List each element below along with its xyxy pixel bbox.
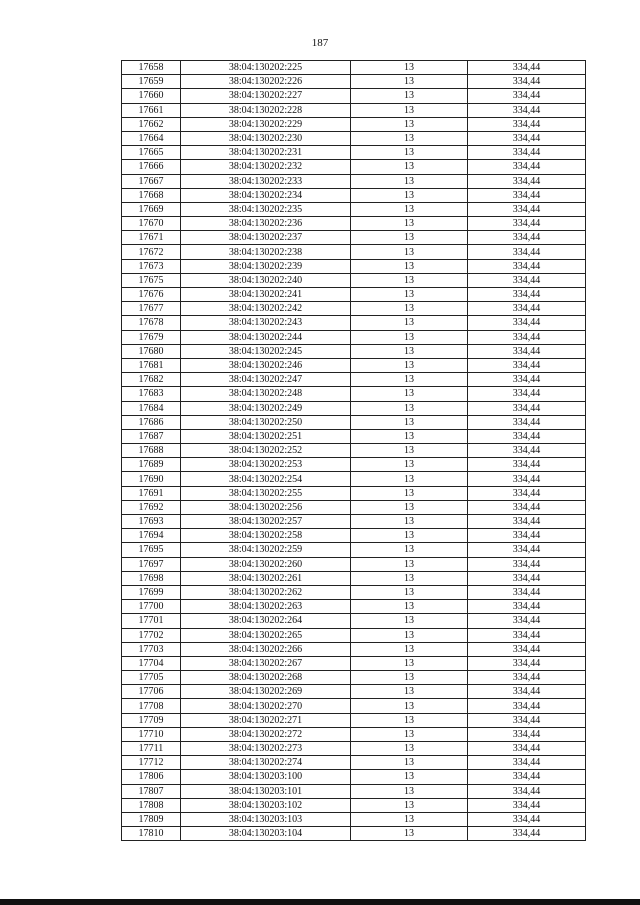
- quantity-cell: 13: [351, 217, 468, 231]
- cadastral-number-cell: 38:04:130202:259: [181, 543, 351, 557]
- record-number-cell: 17661: [122, 103, 181, 117]
- table-row: [122, 188, 586, 202]
- table-row: [122, 529, 586, 543]
- record-number-cell: 17672: [122, 245, 181, 259]
- quantity-cell: 13: [351, 628, 468, 642]
- amount-cell: 334,44: [468, 671, 586, 685]
- quantity-cell: 13: [351, 316, 468, 330]
- quantity-cell: 13: [351, 543, 468, 557]
- table-row: [122, 472, 586, 486]
- table-row: [122, 202, 586, 216]
- quantity-cell: 13: [351, 245, 468, 259]
- table-row: [122, 415, 586, 429]
- record-number-cell: 17807: [122, 784, 181, 798]
- record-number-cell: 17668: [122, 188, 181, 202]
- amount-cell: 334,44: [468, 571, 586, 585]
- table-row: [122, 344, 586, 358]
- cadastral-number-cell: 38:04:130202:245: [181, 344, 351, 358]
- quantity-cell: 13: [351, 727, 468, 741]
- cadastral-number-cell: 38:04:130202:254: [181, 472, 351, 486]
- quantity-cell: 13: [351, 160, 468, 174]
- amount-cell: 334,44: [468, 727, 586, 741]
- table-row: [122, 330, 586, 344]
- table-row: [122, 600, 586, 614]
- amount-cell: 334,44: [468, 458, 586, 472]
- table-row: [122, 812, 586, 826]
- quantity-cell: 13: [351, 713, 468, 727]
- amount-cell: 334,44: [468, 543, 586, 557]
- record-number-cell: 17688: [122, 444, 181, 458]
- record-number-cell: 17689: [122, 458, 181, 472]
- quantity-cell: 13: [351, 330, 468, 344]
- amount-cell: 334,44: [468, 231, 586, 245]
- cadastral-number-cell: 38:04:130202:241: [181, 288, 351, 302]
- table-row: [122, 103, 586, 117]
- quantity-cell: 13: [351, 344, 468, 358]
- quantity-cell: 13: [351, 288, 468, 302]
- quantity-cell: 13: [351, 202, 468, 216]
- table-row: [122, 614, 586, 628]
- table-row: [122, 160, 586, 174]
- cadastral-number-cell: 38:04:130202:272: [181, 727, 351, 741]
- table-row: [122, 756, 586, 770]
- amount-cell: 334,44: [468, 146, 586, 160]
- record-number-cell: 17712: [122, 756, 181, 770]
- quantity-cell: 13: [351, 812, 468, 826]
- record-number-cell: 17664: [122, 131, 181, 145]
- quantity-cell: 13: [351, 557, 468, 571]
- record-number-cell: 17680: [122, 344, 181, 358]
- record-number-cell: 17701: [122, 614, 181, 628]
- table-row: [122, 656, 586, 670]
- amount-cell: 334,44: [468, 358, 586, 372]
- cadastral-number-cell: 38:04:130202:267: [181, 656, 351, 670]
- table-row: [122, 245, 586, 259]
- record-number-cell: 17704: [122, 656, 181, 670]
- table-row: [122, 827, 586, 841]
- amount-cell: 334,44: [468, 103, 586, 117]
- record-number-cell: 17686: [122, 415, 181, 429]
- cadastral-number-cell: 38:04:130202:255: [181, 486, 351, 500]
- record-number-cell: 17660: [122, 89, 181, 103]
- quantity-cell: 13: [351, 571, 468, 585]
- quantity-cell: 13: [351, 89, 468, 103]
- record-number-cell: 17675: [122, 273, 181, 287]
- amount-cell: 334,44: [468, 827, 586, 841]
- table-row: [122, 259, 586, 273]
- cadastral-number-cell: 38:04:130202:251: [181, 429, 351, 443]
- table-row: [122, 585, 586, 599]
- table-row: [122, 742, 586, 756]
- cadastral-number-cell: 38:04:130202:246: [181, 358, 351, 372]
- cadastral-number-cell: 38:04:130202:268: [181, 671, 351, 685]
- amount-cell: 334,44: [468, 600, 586, 614]
- amount-cell: 334,44: [468, 429, 586, 443]
- table-row: [122, 75, 586, 89]
- table-row: [122, 146, 586, 160]
- quantity-cell: 13: [351, 273, 468, 287]
- amount-cell: 334,44: [468, 472, 586, 486]
- amount-cell: 334,44: [468, 515, 586, 529]
- quantity-cell: 13: [351, 429, 468, 443]
- quantity-cell: 13: [351, 742, 468, 756]
- scan-edge-band: [0, 899, 640, 905]
- table-row: [122, 401, 586, 415]
- cadastral-number-cell: 38:04:130202:233: [181, 174, 351, 188]
- table-body: [122, 61, 586, 841]
- record-number-cell: 17709: [122, 713, 181, 727]
- quantity-cell: 13: [351, 231, 468, 245]
- quantity-cell: 13: [351, 656, 468, 670]
- amount-cell: 334,44: [468, 713, 586, 727]
- cadastral-number-cell: 38:04:130202:273: [181, 742, 351, 756]
- quantity-cell: 13: [351, 401, 468, 415]
- record-number-cell: 17665: [122, 146, 181, 160]
- cadastral-number-cell: 38:04:130202:270: [181, 699, 351, 713]
- amount-cell: 334,44: [468, 685, 586, 699]
- record-number-cell: 17681: [122, 358, 181, 372]
- cadastral-number-cell: 38:04:130203:100: [181, 770, 351, 784]
- record-number-cell: 17692: [122, 500, 181, 514]
- record-number-cell: 17687: [122, 429, 181, 443]
- quantity-cell: 13: [351, 415, 468, 429]
- quantity-cell: 13: [351, 486, 468, 500]
- cadastral-number-cell: 38:04:130202:243: [181, 316, 351, 330]
- table-row: [122, 642, 586, 656]
- record-number-cell: 17677: [122, 302, 181, 316]
- record-number-cell: 17810: [122, 827, 181, 841]
- amount-cell: 334,44: [468, 401, 586, 415]
- record-number-cell: 17703: [122, 642, 181, 656]
- amount-cell: 334,44: [468, 656, 586, 670]
- amount-cell: 334,44: [468, 486, 586, 500]
- quantity-cell: 13: [351, 585, 468, 599]
- amount-cell: 334,44: [468, 202, 586, 216]
- record-number-cell: 17683: [122, 387, 181, 401]
- table-row: [122, 458, 586, 472]
- cadastral-number-cell: 38:04:130202:263: [181, 600, 351, 614]
- cadastral-number-cell: 38:04:130202:244: [181, 330, 351, 344]
- amount-cell: 334,44: [468, 699, 586, 713]
- cadastral-number-cell: 38:04:130202:269: [181, 685, 351, 699]
- quantity-cell: 13: [351, 784, 468, 798]
- amount-cell: 334,44: [468, 160, 586, 174]
- table-row: [122, 131, 586, 145]
- quantity-cell: 13: [351, 685, 468, 699]
- record-number-cell: 17684: [122, 401, 181, 415]
- amount-cell: 334,44: [468, 500, 586, 514]
- amount-cell: 334,44: [468, 316, 586, 330]
- amount-cell: 334,44: [468, 117, 586, 131]
- quantity-cell: 13: [351, 174, 468, 188]
- table-row: [122, 61, 586, 75]
- cadastral-number-cell: 38:04:130202:260: [181, 557, 351, 571]
- quantity-cell: 13: [351, 798, 468, 812]
- cadastral-number-cell: 38:04:130202:248: [181, 387, 351, 401]
- record-number-cell: 17676: [122, 288, 181, 302]
- record-number-cell: 17671: [122, 231, 181, 245]
- table-row: [122, 89, 586, 103]
- record-number-cell: 17673: [122, 259, 181, 273]
- cadastral-number-cell: 38:04:130202:247: [181, 373, 351, 387]
- table-row: [122, 798, 586, 812]
- amount-cell: 334,44: [468, 614, 586, 628]
- cadastral-number-cell: 38:04:130202:228: [181, 103, 351, 117]
- quantity-cell: 13: [351, 75, 468, 89]
- amount-cell: 334,44: [468, 742, 586, 756]
- amount-cell: 334,44: [468, 387, 586, 401]
- record-number-cell: 17710: [122, 727, 181, 741]
- record-number-cell: 17708: [122, 699, 181, 713]
- record-number-cell: 17669: [122, 202, 181, 216]
- record-number-cell: 17699: [122, 585, 181, 599]
- amount-cell: 334,44: [468, 89, 586, 103]
- amount-cell: 334,44: [468, 61, 586, 75]
- table-row: [122, 685, 586, 699]
- table-row: [122, 770, 586, 784]
- amount-cell: 334,44: [468, 288, 586, 302]
- table-row: [122, 628, 586, 642]
- quantity-cell: 13: [351, 61, 468, 75]
- table-row: [122, 500, 586, 514]
- amount-cell: 334,44: [468, 557, 586, 571]
- amount-cell: 334,44: [468, 784, 586, 798]
- quantity-cell: 13: [351, 614, 468, 628]
- cadastral-number-cell: 38:04:130202:271: [181, 713, 351, 727]
- table-row: [122, 429, 586, 443]
- quantity-cell: 13: [351, 827, 468, 841]
- amount-cell: 334,44: [468, 188, 586, 202]
- record-number-cell: 17678: [122, 316, 181, 330]
- amount-cell: 334,44: [468, 302, 586, 316]
- quantity-cell: 13: [351, 600, 468, 614]
- page-number: 187: [311, 37, 329, 49]
- quantity-cell: 13: [351, 699, 468, 713]
- amount-cell: 334,44: [468, 373, 586, 387]
- cadastral-number-cell: 38:04:130202:237: [181, 231, 351, 245]
- cadastral-number-cell: 38:04:130203:102: [181, 798, 351, 812]
- cadastral-number-cell: 38:04:130202:252: [181, 444, 351, 458]
- table-row: [122, 543, 586, 557]
- record-number-cell: 17697: [122, 557, 181, 571]
- table-row: [122, 671, 586, 685]
- quantity-cell: 13: [351, 103, 468, 117]
- table-row: [122, 316, 586, 330]
- table-row: [122, 486, 586, 500]
- quantity-cell: 13: [351, 358, 468, 372]
- quantity-cell: 13: [351, 756, 468, 770]
- amount-cell: 334,44: [468, 770, 586, 784]
- cadastral-number-cell: 38:04:130202:262: [181, 585, 351, 599]
- table-row: [122, 557, 586, 571]
- quantity-cell: 13: [351, 387, 468, 401]
- cadastral-number-cell: 38:04:130202:264: [181, 614, 351, 628]
- quantity-cell: 13: [351, 117, 468, 131]
- table-row: [122, 217, 586, 231]
- record-number-cell: 17809: [122, 812, 181, 826]
- table-row: [122, 387, 586, 401]
- record-number-cell: 17711: [122, 742, 181, 756]
- amount-cell: 334,44: [468, 330, 586, 344]
- record-number-cell: 17670: [122, 217, 181, 231]
- record-number-cell: 17702: [122, 628, 181, 642]
- cadastral-number-cell: 38:04:130203:101: [181, 784, 351, 798]
- cadastral-number-cell: 38:04:130202:240: [181, 273, 351, 287]
- table-row: [122, 174, 586, 188]
- cadastral-number-cell: 38:04:130202:256: [181, 500, 351, 514]
- amount-cell: 334,44: [468, 415, 586, 429]
- table-row: [122, 273, 586, 287]
- table-row: [122, 358, 586, 372]
- amount-cell: 334,44: [468, 131, 586, 145]
- table-row: [122, 515, 586, 529]
- quantity-cell: 13: [351, 188, 468, 202]
- cadastral-number-cell: 38:04:130202:238: [181, 245, 351, 259]
- cadastral-number-cell: 38:04:130202:225: [181, 61, 351, 75]
- quantity-cell: 13: [351, 472, 468, 486]
- table-row: [122, 373, 586, 387]
- cadastral-number-cell: 38:04:130202:236: [181, 217, 351, 231]
- cadastral-number-cell: 38:04:130202:249: [181, 401, 351, 415]
- amount-cell: 334,44: [468, 444, 586, 458]
- quantity-cell: 13: [351, 515, 468, 529]
- amount-cell: 334,44: [468, 642, 586, 656]
- cadastral-number-cell: 38:04:130202:226: [181, 75, 351, 89]
- cadastral-number-cell: 38:04:130202:234: [181, 188, 351, 202]
- table-row: [122, 117, 586, 131]
- amount-cell: 334,44: [468, 245, 586, 259]
- cadastral-number-cell: 38:04:130202:239: [181, 259, 351, 273]
- record-number-cell: 17658: [122, 61, 181, 75]
- quantity-cell: 13: [351, 259, 468, 273]
- cadastral-number-cell: 38:04:130202:235: [181, 202, 351, 216]
- cadastral-number-cell: 38:04:130202:227: [181, 89, 351, 103]
- record-number-cell: 17705: [122, 671, 181, 685]
- amount-cell: 334,44: [468, 529, 586, 543]
- cadastral-number-cell: 38:04:130202:232: [181, 160, 351, 174]
- record-number-cell: 17690: [122, 472, 181, 486]
- table-row: [122, 727, 586, 741]
- quantity-cell: 13: [351, 500, 468, 514]
- quantity-cell: 13: [351, 770, 468, 784]
- record-number-cell: 17700: [122, 600, 181, 614]
- record-number-cell: 17679: [122, 330, 181, 344]
- amount-cell: 334,44: [468, 75, 586, 89]
- cadastral-number-cell: 38:04:130203:104: [181, 827, 351, 841]
- record-number-cell: 17806: [122, 770, 181, 784]
- amount-cell: 334,44: [468, 217, 586, 231]
- cadastral-number-cell: 38:04:130202:261: [181, 571, 351, 585]
- quantity-cell: 13: [351, 529, 468, 543]
- quantity-cell: 13: [351, 458, 468, 472]
- cadastral-number-cell: 38:04:130202:266: [181, 642, 351, 656]
- quantity-cell: 13: [351, 642, 468, 656]
- cadastral-number-cell: 38:04:130203:103: [181, 812, 351, 826]
- record-number-cell: 17808: [122, 798, 181, 812]
- amount-cell: 334,44: [468, 273, 586, 287]
- record-number-cell: 17694: [122, 529, 181, 543]
- amount-cell: 334,44: [468, 812, 586, 826]
- table-row: [122, 444, 586, 458]
- amount-cell: 334,44: [468, 585, 586, 599]
- quantity-cell: 13: [351, 373, 468, 387]
- cadastral-number-cell: 38:04:130202:253: [181, 458, 351, 472]
- table-row: [122, 784, 586, 798]
- cadastral-number-cell: 38:04:130202:258: [181, 529, 351, 543]
- cadastral-number-cell: 38:04:130202:274: [181, 756, 351, 770]
- table-row: [122, 231, 586, 245]
- amount-cell: 334,44: [468, 798, 586, 812]
- quantity-cell: 13: [351, 444, 468, 458]
- table-row: [122, 571, 586, 585]
- amount-cell: 334,44: [468, 756, 586, 770]
- record-number-cell: 17659: [122, 75, 181, 89]
- record-number-cell: 17698: [122, 571, 181, 585]
- record-number-cell: 17695: [122, 543, 181, 557]
- quantity-cell: 13: [351, 131, 468, 145]
- cadastral-number-cell: 38:04:130202:257: [181, 515, 351, 529]
- record-number-cell: 17667: [122, 174, 181, 188]
- amount-cell: 334,44: [468, 259, 586, 273]
- record-number-cell: 17706: [122, 685, 181, 699]
- cadastral-number-cell: 38:04:130202:230: [181, 131, 351, 145]
- table-row: [122, 713, 586, 727]
- cadastral-number-cell: 38:04:130202:229: [181, 117, 351, 131]
- quantity-cell: 13: [351, 302, 468, 316]
- cadastral-number-cell: 38:04:130202:231: [181, 146, 351, 160]
- table-row: [122, 302, 586, 316]
- record-number-cell: 17691: [122, 486, 181, 500]
- record-number-cell: 17682: [122, 373, 181, 387]
- amount-cell: 334,44: [468, 344, 586, 358]
- data-table: [121, 60, 586, 841]
- quantity-cell: 13: [351, 146, 468, 160]
- table-row: [122, 699, 586, 713]
- amount-cell: 334,44: [468, 628, 586, 642]
- amount-cell: 334,44: [468, 174, 586, 188]
- cadastral-number-cell: 38:04:130202:265: [181, 628, 351, 642]
- quantity-cell: 13: [351, 671, 468, 685]
- record-number-cell: 17693: [122, 515, 181, 529]
- record-number-cell: 17666: [122, 160, 181, 174]
- table-row: [122, 288, 586, 302]
- cadastral-number-cell: 38:04:130202:242: [181, 302, 351, 316]
- record-number-cell: 17662: [122, 117, 181, 131]
- cadastral-number-cell: 38:04:130202:250: [181, 415, 351, 429]
